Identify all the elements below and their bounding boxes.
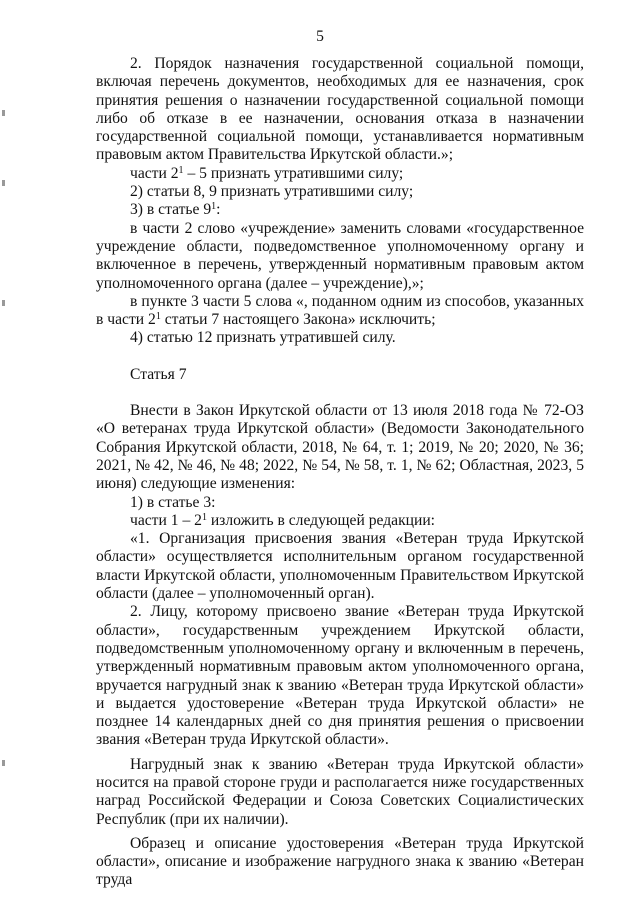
- paragraph: 2. Лицу, которому присвоено звание «Ветеран труда Иркутской области», государственным учреждением Иркутской области, подведомственным уполномоченному органу и включенным в перечень, утвержденный нормативным правовым актом уполномоченного органа, вручается нагрудный знак к званию «Ветеран труда Иркутской области» и выдается удостоверение «Ветеран труда Иркутской области» не позднее 14 календарных дней со дня принятия решения о присвоении звания «Ветеран труда Иркутской области».: [96, 603, 584, 749]
- document-body: [96, 55, 584, 890]
- paragraph: в части 2 слово «учреждение» заменить словами «государственное учреждение области, подведомственное уполномоченному органу и включенное в перечень, утвержденный нормативным правовым актом уполномоченного органа (далее – учреждение),»;: [96, 219, 584, 292]
- paragraph: 1) в статье 3:: [130, 493, 216, 511]
- paragraph: части $1 - 2^1$ изложить в следующей редакции:: [130, 511, 436, 529]
- paragraph: 4) статью 12 признать утратившей силу.: [130, 329, 396, 347]
- scan-margin-mark: [2, 760, 5, 766]
- paragraph: 3) в статье $9^1$:: [130, 201, 221, 219]
- paragraph: «1. Организация присвоения звания «Ветеран труда Иркутской области» осуществляется исполнительным органом государственной власти Иркутской области, уполномоченным Правительством Иркутской области (далее – уполномоченный орган).: [96, 530, 584, 603]
- paragraph: в пункте 3 части 5 слова «, поданном одним из способов, указанных в части $2^1$ статьи 7 настоящего Закона» исключить;: [96, 292, 584, 329]
- article-heading: Статья 7: [130, 365, 187, 383]
- paragraph: части $2^1 - 5$ признать утратившими силу;: [130, 164, 404, 182]
- paragraph: Нагрудный знак к званию «Ветеран труда Иркутской области» носится на правой стороне груди и располагается ниже государственных наград Российской Федерации и Союза Советских Социалистических Республик (при их наличии).: [96, 755, 584, 828]
- paragraph: 2. Порядок назначения государственной социальной помощи, включая перечень документов, необходимых для ее назначения, срок принятия решения о назначении государственной социальной помощи либо об отказе в ее назначении, основания отказа в назначении государственной социальной помощи, устанавливается нормативным правовым актом Правительства Иркутской области.»;: [96, 55, 584, 164]
- scan-margin-mark: [2, 300, 5, 306]
- page-number: 5: [316, 28, 324, 45]
- scan-margin-mark: [2, 180, 5, 186]
- paragraph: 2) статьи 8, 9 признать утратившими силу;: [130, 183, 414, 201]
- paragraph: Внести в Закон Иркутской области от 13 июля 2018 года № 72-ОЗ «О ветеранах труда Иркутской области» (Ведомости Законодательного Собрания Иркутской области, 2018, № 64, т. 1; 2019, № 20; 2020, № 36; 2021, № 42, № 46, № 48; 2022, № 54, № 58, т. 1, № 62; Областная, 2023, 5 июня) следующие изменения:: [96, 402, 584, 493]
- scan-margin-mark: [2, 110, 5, 116]
- paragraph: Образец и описание удостоверения «Ветеран труда Иркутской области», описание и изображение нагрудного знака к званию «Ветеран труда: [96, 834, 584, 889]
